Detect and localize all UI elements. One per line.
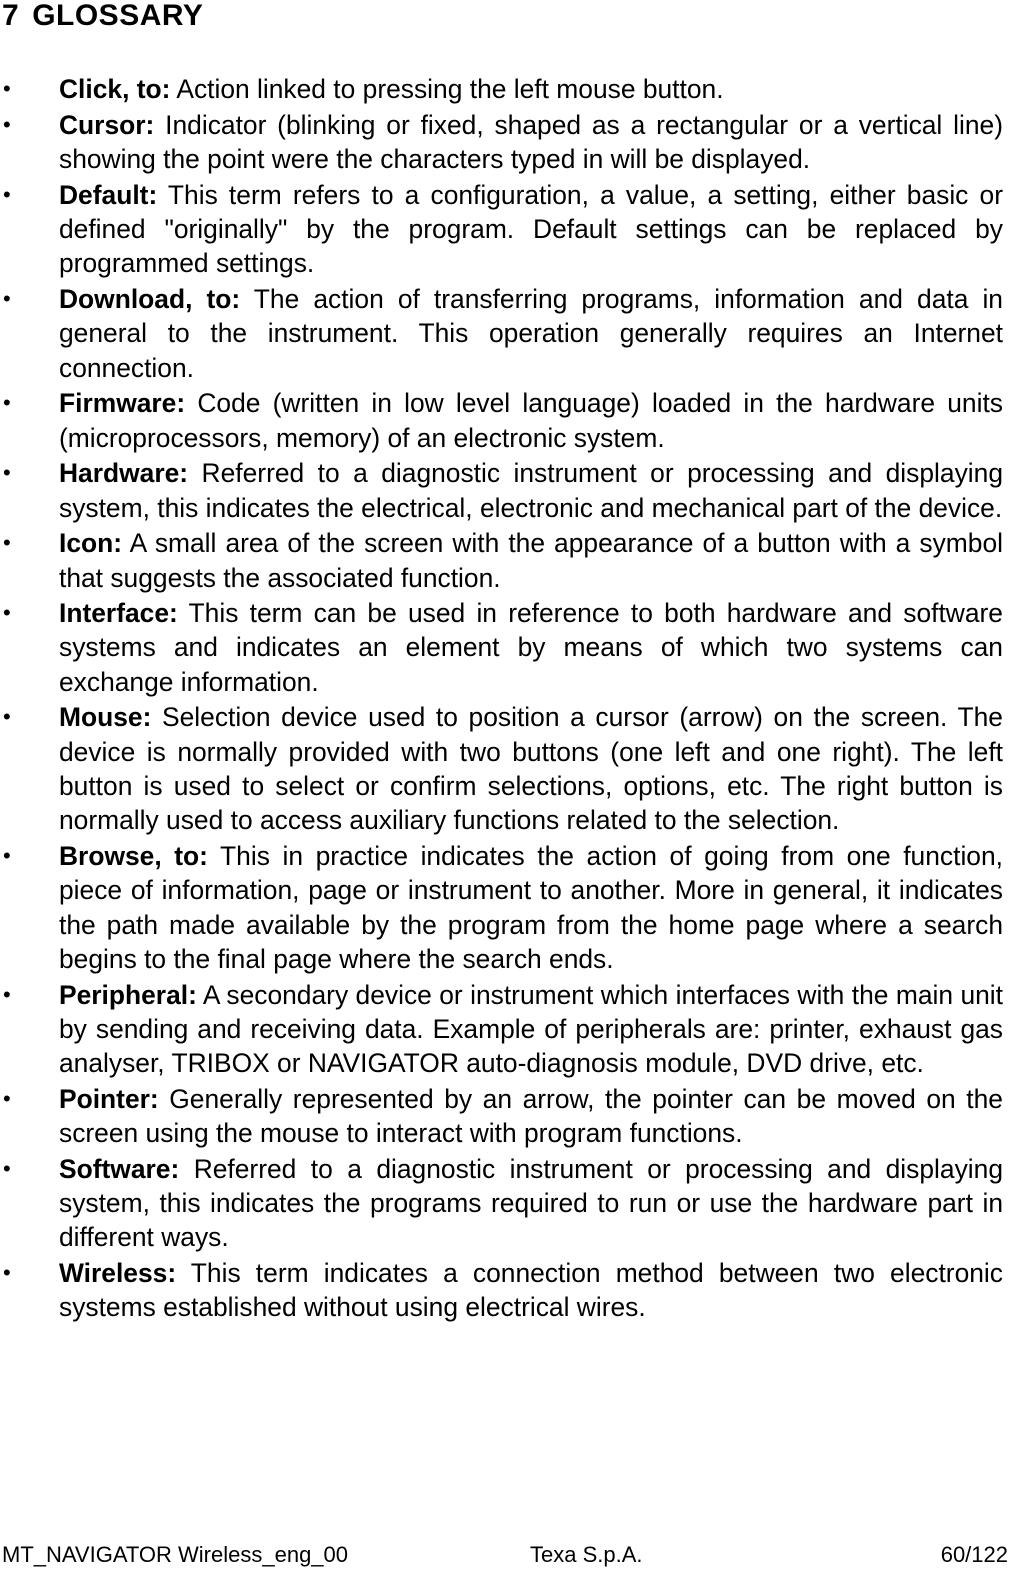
glossary-term: Download, to:: [59, 283, 241, 314]
section-heading: [2, 0, 203, 34]
glossary-term: Icon:: [59, 528, 123, 559]
glossary-term: Hardware:: [59, 458, 189, 489]
glossary-term: Software:: [59, 1153, 180, 1184]
glossary-entry: [0, 700, 1003, 837]
glossary-entry: [0, 282, 1003, 385]
bullet-icon: •: [3, 1260, 11, 1286]
glossary-definition: Selection device used to position a cursor (arrow) on the screen. The device is normally provided with two buttons (one left and one right). The left button is used to select or confirm selections, options, etc. The right button is normally used to access auxiliary functions related to the selection.: [59, 702, 1003, 836]
glossary-term: Mouse:: [59, 702, 152, 733]
section-number: 7: [2, 0, 20, 32]
glossary-definition: This in practice indicates the action of going from one function, piece of information, page or instrument to another. More in general, it indicates the path made available by the program from the home page where a search begins to the final page where the search ends.: [59, 841, 1003, 974]
footer-company: Texa S.p.A.: [530, 1542, 643, 1567]
glossary-entry: [0, 386, 1003, 455]
glossary-definition: This term indicates a connection method between two electronic systems established without using electrical wires.: [59, 1258, 1003, 1323]
glossary-definition: This term refers to a configuration, a value, a setting, either basic or defined "originally" by the program. Default settings can be replaced by programmed settings.: [59, 179, 1003, 279]
footer-page-number: 60/122: [940, 1542, 1008, 1567]
bullet-icon: •: [3, 1155, 11, 1181]
glossary-definition: A secondary device or instrument which interfaces with the main unit by sending and receiving data. Example of peripherals are: printer, exhaust gas analyser, TRIBOX or NAVIGATOR auto-diagnosis module, DVD drive, etc.: [59, 979, 1003, 1079]
glossary-term: Default:: [59, 179, 158, 210]
glossary-entry: [0, 108, 1003, 177]
glossary-term: Interface:: [59, 598, 178, 629]
glossary-term: Cursor:: [59, 109, 155, 140]
glossary-term: Click, to:: [59, 74, 171, 104]
glossary-entry: [0, 839, 1003, 976]
bullet-icon: •: [3, 600, 11, 626]
bullet-icon: •: [3, 181, 11, 207]
bullet-icon: •: [3, 111, 11, 137]
glossary-term: Peripheral:: [59, 979, 197, 1010]
glossary-definition: This term can be used in reference to both hardware and software systems and indicates an element by means of which two systems can exchange information.: [59, 598, 1003, 697]
glossary-entry: [0, 178, 1003, 281]
glossary-term: Pointer:: [59, 1083, 159, 1114]
bullet-icon: •: [3, 460, 11, 486]
glossary-entry: [0, 1256, 1003, 1325]
glossary-list: [0, 72, 1003, 1326]
glossary-entry: [0, 1082, 1003, 1151]
glossary-term: Firmware:: [59, 388, 186, 419]
page-footer: [0, 1541, 1011, 1569]
bullet-icon: •: [3, 285, 11, 311]
footer-document-name: MT_NAVIGATOR Wireless_eng_00: [2, 1542, 349, 1567]
glossary-definition: Code (written in low level language) loaded in the hardware units (microprocessors, memory) of an electronic system.: [59, 388, 1003, 453]
bullet-icon: •: [3, 530, 11, 556]
bullet-icon: •: [3, 981, 11, 1007]
glossary-entry: [0, 1152, 1003, 1255]
glossary-term: Browse, to:: [59, 841, 208, 872]
bullet-icon: •: [3, 843, 11, 869]
section-title: GLOSSARY: [32, 0, 204, 32]
glossary-definition: Referred to a diagnostic instrument or processing and displaying system, this indicates the programs required to run or use the hardware part in different ways.: [59, 1153, 1003, 1253]
glossary-entry: [0, 526, 1003, 595]
glossary-definition: Generally represented by an arrow, the pointer can be moved on the screen using the mouse to interact with program functions.: [59, 1083, 1003, 1149]
glossary-entry: [0, 456, 1003, 525]
glossary-definition: Action linked to pressing the left mouse button.: [176, 74, 724, 104]
glossary-definition: Referred to a diagnostic instrument or processing and displaying system, this indicates the electrical, electronic and mechanical part of the device.: [59, 458, 1003, 523]
glossary-definition: A small area of the screen with the appearance of a button with a symbol that suggests the associated function.: [59, 528, 1003, 593]
glossary-entry: [0, 596, 1003, 699]
glossary-term: Wireless:: [59, 1258, 177, 1289]
glossary-definition: Indicator (blinking or fixed, shaped as a rectangular or a vertical line) showing the point were the characters typed in will be displayed.: [59, 109, 1003, 174]
bullet-icon: •: [3, 390, 11, 416]
glossary-entry: [0, 72, 1003, 106]
glossary-definition: The action of transferring programs, information and data in general to the instrument. This operation generally requires an Internet connection.: [59, 283, 1003, 383]
bullet-icon: •: [3, 1085, 11, 1111]
glossary-entry: [0, 978, 1003, 1081]
bullet-icon: •: [3, 76, 11, 101]
bullet-icon: •: [3, 704, 11, 730]
